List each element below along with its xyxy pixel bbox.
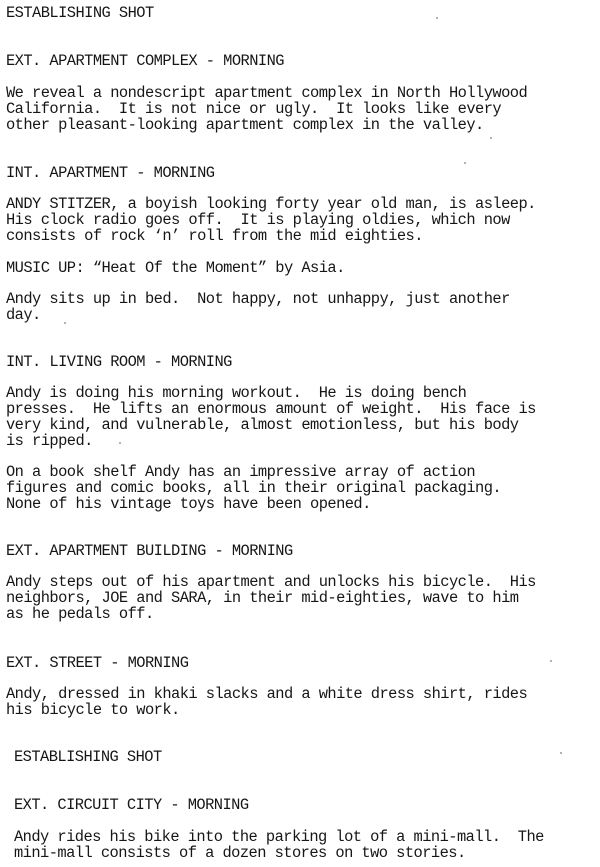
scan-speck xyxy=(64,322,66,324)
action-line: On a book shelf Andy has an impressive array of action xyxy=(6,463,476,481)
scan-speck xyxy=(119,442,121,444)
scene-heading: EXT. CIRCUIT CITY - MORNING xyxy=(14,796,249,814)
action-line: His clock radio goes off. It is playing oldies, which now xyxy=(6,211,510,229)
action-line: his bicycle to work. xyxy=(6,701,180,719)
scan-speck xyxy=(464,162,466,164)
scan-speck xyxy=(560,752,562,754)
action-line: neighbors, JOE and SARA, in their mid-eighties, wave to him xyxy=(6,589,519,607)
establishing-shot-heading: ESTABLISHING SHOT xyxy=(14,748,162,766)
action-line: Andy is doing his morning workout. He is doing bench xyxy=(6,384,467,402)
action-line: Andy, dressed in khaki slacks and a white dress shirt, rides xyxy=(6,685,528,703)
action-line: as he pedals off. xyxy=(6,605,154,623)
action-line: figures and comic books, all in their original packaging. xyxy=(6,479,502,497)
scene-heading: INT. APARTMENT - MORNING xyxy=(6,164,215,182)
action-line: Andy steps out of his apartment and unlocks his bicycle. His xyxy=(6,573,536,591)
scan-speck xyxy=(436,17,438,19)
scan-speck xyxy=(490,137,492,139)
action-line: ANDY STITZER, a boyish looking forty year old man, is asleep. xyxy=(6,195,536,213)
scene-heading: EXT. APARTMENT COMPLEX - MORNING xyxy=(6,52,284,70)
action-line: other pleasant-looking apartment complex in the valley. xyxy=(6,116,484,134)
action-line: very kind, and vulnerable, almost emotionless, but his body xyxy=(6,416,519,434)
music-cue: MUSIC UP: “Heat Of the Moment” by Asia. xyxy=(6,259,345,277)
action-line: Andy sits up in bed. Not happy, not unhappy, just another xyxy=(6,290,510,308)
action-line: presses. He lifts an enormous amount of weight. His face is xyxy=(6,400,536,418)
action-line: None of his vintage toys have been opened. xyxy=(6,495,371,513)
scene-heading: EXT. APARTMENT BUILDING - MORNING xyxy=(6,542,293,560)
establishing-shot-heading: ESTABLISHING SHOT xyxy=(6,4,154,22)
action-line: We reveal a nondescript apartment complex in North Hollywood xyxy=(6,84,528,102)
action-line: consists of rock ‘n’ roll from the mid eighties. xyxy=(6,227,423,245)
action-line: California. It is not nice or ugly. It looks like every xyxy=(6,100,502,118)
action-line: day. xyxy=(6,306,41,324)
action-line: Andy rides his bike into the parking lot of a mini-mall. The xyxy=(14,828,544,846)
action-line: mini-mall consists of a dozen stores on two stories. xyxy=(14,844,466,862)
action-line: is ripped. xyxy=(6,432,93,450)
scene-heading: INT. LIVING ROOM - MORNING xyxy=(6,353,232,371)
scene-heading: EXT. STREET - MORNING xyxy=(6,654,189,672)
scan-speck xyxy=(550,660,552,662)
